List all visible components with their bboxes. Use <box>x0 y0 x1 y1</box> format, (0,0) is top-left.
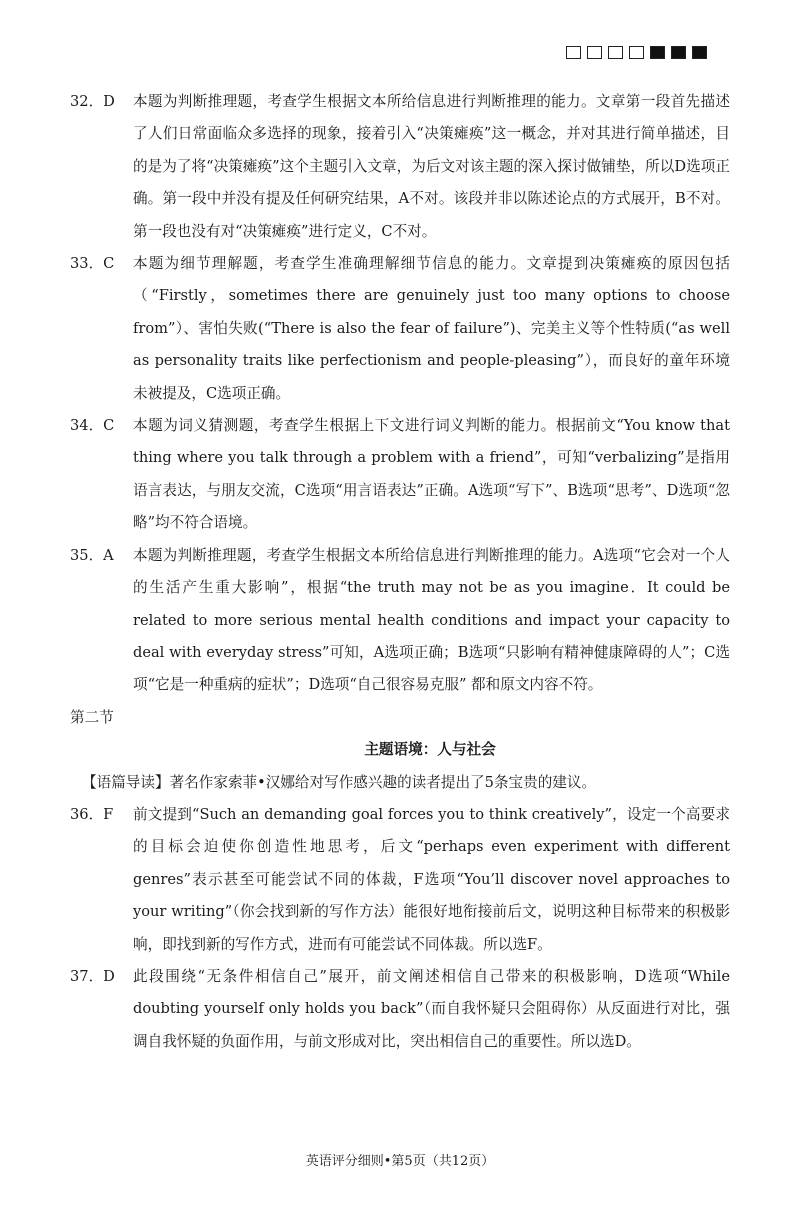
answer-number: 37．D <box>70 967 115 985</box>
answer-explanation: 前文提到“Such an demanding goal forces you to think creatively”，设定一个高要求的目标会迫使你创造性地思考，后文“perhaps even experiment with different genres”表示甚至可能尝试不同的体裁，F选项“You’ll discover novel approaches to your writing”（你会找到新的写作方法）能很好地衔接前后文，说明这种目标带来的积极影响，即找到新的写作方式，进而有可能尝试不同体裁。所以选F。 <box>133 805 730 953</box>
section-heading: 主题语境：人与社会 <box>364 741 496 759</box>
answer-explanation: 本题为词义猜测题，考查学生根据上下文进行词义判断的能力。根据前文“You know that thing where you talk through a problem with a friend”，可知“verbalizing”是指用语言表达，与朋友交流，C选项“用言语表达”正确。A选项“写下”、B选项“思考”、D选项“忽略”均不符合语境。 <box>133 417 730 532</box>
filled-square-mark <box>692 46 707 59</box>
filled-square-mark <box>671 46 686 59</box>
page-footer: 英语评分细则•第5页（共12页） <box>305 1154 495 1169</box>
document-body <box>70 86 730 1058</box>
filled-square-mark <box>650 46 665 59</box>
answer-explanation: 本题为判断推理题，考查学生根据文本所给信息进行判断推理的能力。文章第一段首先描述了人们日常面临众多选择的现象，接着引入“决策瘫痪”这一概念，并对其进行简单描述，目的是为了将“决策瘫痪”这个主题引入文章，为后文对该主题的深入探讨做铺垫，所以D选项正确。第一段中并没有提及任何研究结果，A不对。该段并非以陈述论点的方式展开，B不对。第一段也没有对“决策瘫痪”进行定义，C不对。 <box>133 93 730 240</box>
answer-explanation: 此段围绕“无条件相信自己”展开，前文阐述相信自己带来的积极影响，D选项“While doubting yourself only holds you back”（而自我怀疑只会阻碍你）从反面进行对比，强调自我怀疑的负面作用，与前文形成对比，突出相信自己的重要性。所以选D。 <box>133 967 730 1050</box>
answer-explanation: 本题为判断推理题，考查学生根据文本所给信息进行判断推理的能力。A选项“它会对一个人的生活产生重大影响”，根据“the truth may not be as you imagine．It could be related to more serious mental health conditions and impact your capacity to deal with everyday stress”可知，A选项正确；B选项“只影响有精神健康障碍的人”；C选项“它是一种重病的症状”；D选项“自己很容易克服” 都和原文内容不符。 <box>133 546 730 694</box>
passage-guide: 【语篇导读】著名作家索菲•汉娜给对写作感兴趣的读者提出了5条宝贵的建议。 <box>82 773 597 791</box>
answer-number: 34．C <box>70 417 115 435</box>
empty-square-mark <box>587 46 602 59</box>
answer-number: 36．F <box>70 805 114 823</box>
answer-item <box>70 86 730 248</box>
answer-item <box>70 410 730 540</box>
answer-number: 32．D <box>70 93 115 110</box>
empty-square-mark <box>566 46 581 59</box>
answer-number: 35．A <box>70 546 114 564</box>
header-marks <box>566 46 707 59</box>
answer-item <box>70 248 730 410</box>
answer-item <box>70 799 730 961</box>
empty-square-mark <box>608 46 623 59</box>
answer-explanation: 本题为细节理解题，考查学生准确理解细节信息的能力。文章提到决策瘫痪的原因包括（“Firstly，sometimes there are genuinely just too many options to choose from”）、害怕失败(“There is also the fear of failure”)、完美主义等个性特质(“as well as personality traits like perfectionism and people-pleasing”），而良好的童年环境未被提及，C选项正确。 <box>133 255 730 402</box>
empty-square-mark <box>629 46 644 59</box>
section-label: 第二节 <box>70 708 114 726</box>
answer-number: 33．C <box>70 255 115 273</box>
answer-item <box>70 961 730 1058</box>
answer-item <box>70 540 730 702</box>
